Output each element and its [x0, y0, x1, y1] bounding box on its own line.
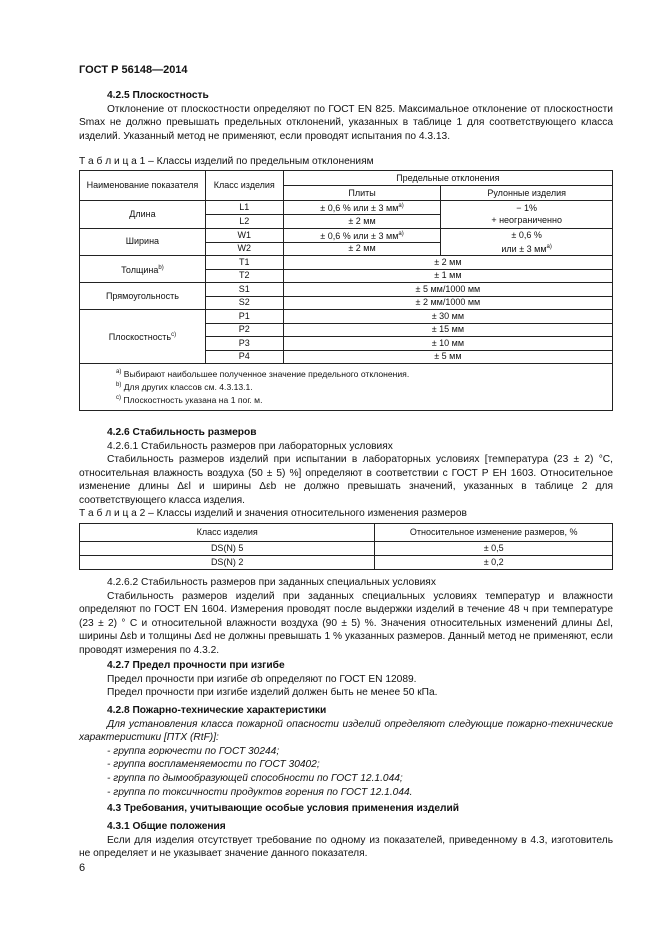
value-cell: ± 30 мм	[283, 310, 612, 324]
section-title: 4.2.5 Плоскостность	[107, 90, 209, 101]
roll-text: − 1%	[516, 203, 538, 214]
value-cell: ± 0,2	[375, 556, 613, 570]
list-item: - группа горючести по ГОСТ 30244;	[107, 745, 280, 757]
value-cell: ± 2 мм	[283, 256, 612, 270]
value-cell: ± 2 мм	[283, 215, 441, 229]
value-cell: ± 1 мм	[283, 269, 612, 283]
roll-text: или ± 3 мм	[501, 243, 547, 254]
table-row	[80, 283, 613, 297]
document-header: ГОСТ Р 56148—2014	[79, 64, 188, 76]
list-item: - группа по токсичности продуктов горения по ГОСТ 12.1.044.	[107, 786, 413, 798]
footnote-mark: а)	[116, 369, 122, 375]
table-row	[80, 542, 613, 556]
table-2-caption: Т а б л и ц а 2 – Классы изделий и значения относительного изменения размеров	[79, 508, 467, 519]
paragraph: Для установления класса пожарной опасности изделий определяют следующие пожарно-технические характеристики [ПТХ (RtF)]:	[79, 718, 613, 744]
class-cell: P4	[205, 350, 283, 364]
note-text: Выбирают наибольшее полученное значение предельного отклонения.	[123, 368, 410, 379]
table-row	[80, 228, 613, 242]
section-4-2-6	[79, 426, 613, 508]
section-4-2-5	[79, 89, 613, 143]
paragraph: Стабильность размеров изделий при заданных специальных условиях температур и влажности определяют по ГОСТ EN 1604. Измерения проводят после выдержки изделий в течение 48 ч при температуре (23 ± 2) ° С и относительной влажности воздуха (90 ± 5) %. Значения относительных изменений длины Δεl, ширины Δεb и толщины Δεd не должны превышать 1 % указанных размеров. Данный метод не применяют, если проводят измерения по 4.3.2.	[79, 590, 613, 656]
section-title: 4.3 Требования, учитывающие особые условия применения изделий	[107, 803, 460, 814]
row-name: Ширина	[80, 228, 206, 256]
section-title: 4.2.6 Стабильность размеров	[107, 427, 257, 438]
header-cell: Рулонные изделия	[441, 186, 613, 201]
value-cell: ± 2 мм/1000 мм	[283, 296, 612, 310]
roll-cell	[441, 228, 613, 256]
list-item: - группа воспламеняемости по ГОСТ 30402;	[107, 759, 320, 771]
row-name: Длина	[80, 201, 206, 229]
table-1-caption: Т а б л и ц а 1 – Классы изделий по предельным отклонениям	[79, 156, 374, 167]
note-text: Для других классов см. 4.3.13.1.	[123, 381, 253, 392]
header-cell: Класс изделия	[205, 171, 283, 201]
table-2	[79, 523, 613, 570]
class-cell: L1	[205, 201, 283, 215]
paragraph: Стабильность размеров изделий при испытании в лабораторных условиях [температура (23 ± 2) °С, относительная влажность воздуха (50 ± 5) %] определяют в соответствии с ГОСТ Р ЕН 1603. Относительное изменение длины Δεl и ширины Δεb не должно превышать значений, указанных в таблице 2 для соответствующего класса изделия.	[79, 454, 613, 506]
header-cell: Предельные отклонения	[283, 171, 612, 186]
table-row	[80, 556, 613, 570]
section-4-3	[79, 802, 613, 816]
row-name: Прямоугольность	[80, 283, 206, 310]
header-cell: Относительное изменение размеров, %	[375, 524, 613, 542]
table-notes	[80, 364, 613, 411]
footnote-mark: c)	[116, 394, 121, 401]
value-cell: ± 15 мм	[283, 323, 612, 337]
section-title: 4.2.7 Предел прочности при изгибе	[107, 660, 285, 671]
class-cell: T1	[205, 256, 283, 270]
class-cell: T2	[205, 269, 283, 283]
value-cell: ± 2 мм	[283, 242, 441, 256]
class-cell: P1	[205, 310, 283, 324]
footnote-mark: b)	[116, 381, 122, 388]
footnote-mark: b)	[158, 264, 164, 271]
section-title: 4.3.1 Общие положения	[107, 821, 226, 832]
section-title: 4.2.8 Пожарно-технические характеристики	[107, 705, 327, 716]
subsection-title: 4.2.6.2 Стабильность размеров при заданных специальных условиях	[107, 577, 436, 588]
section-4-3-1	[79, 820, 613, 861]
class-cell: DS(N) 5	[80, 542, 375, 556]
table-1	[79, 170, 613, 411]
value-cell: ± 5 мм	[283, 350, 612, 364]
note-text: Плоскостность указана на 1 пог. м.	[123, 394, 263, 405]
paragraph: Если для изделия отсутствует требование по одному из показателей, приведенному в 4.3, изготовитель не определяет и не указывает значение данного показателя.	[79, 834, 613, 860]
class-cell: P2	[205, 323, 283, 337]
row-name-text: Толщина	[121, 264, 159, 275]
value-text: ± 0,6 % или ± 3 мм	[320, 203, 399, 213]
section-4-2-7	[79, 659, 613, 700]
value-cell: ± 5 мм/1000 мм	[283, 283, 612, 297]
value-cell	[283, 201, 441, 215]
table-note	[116, 393, 604, 406]
class-cell: P3	[205, 337, 283, 351]
subsection-title: 4.2.6.1 Стабильность размеров при лабораторных условиях	[107, 440, 393, 452]
paragraph: Предел прочности при изгибе изделий должен быть не менее 50 кПа.	[107, 687, 438, 699]
table-row	[80, 310, 613, 324]
list-item: - группа по дымообразующей способности по ГОСТ 12.1.044;	[107, 772, 403, 784]
value-cell: ± 0,5	[375, 542, 613, 556]
section-4-2-6-2	[79, 576, 613, 658]
class-cell: S2	[205, 296, 283, 310]
footnote-mark: c)	[171, 332, 177, 338]
row-name-text: Плоскостность	[108, 332, 172, 342]
paragraph: Отклонение от плоскостности определяют по ГОСТ EN 825. Максимальное отклонение от плоскостности Smax не должно превышать предельных отклонений, указанных в таблице 1 для соответствующего класса изделий. Указанный метод не применяют, если проводят испытания по 4.3.13.	[79, 103, 613, 142]
paragraph: Предел прочности при изгибе σb определяют по ГОСТ EN 12089.	[107, 673, 417, 685]
roll-text: + неограниченно	[491, 215, 562, 226]
roll-text: ± 0,6 %	[511, 229, 542, 240]
table-note	[116, 367, 604, 380]
section-4-2-8	[79, 704, 613, 799]
row-name	[80, 256, 206, 283]
header-cell: Плиты	[283, 186, 441, 201]
footnote-mark: а)	[398, 230, 404, 237]
header-cell: Класс изделия	[80, 524, 375, 542]
value-cell	[283, 228, 441, 242]
table-row	[80, 256, 613, 270]
page-number: 6	[79, 862, 86, 874]
roll-text-wrap	[443, 241, 610, 255]
class-cell: W2	[205, 242, 283, 256]
value-text: ± 0,6 % или ± 3 мм	[320, 230, 399, 241]
table-note	[116, 380, 604, 393]
footnote-mark: а)	[546, 243, 552, 250]
table-row	[80, 201, 613, 215]
row-name	[80, 310, 206, 364]
class-cell: S1	[205, 283, 283, 297]
header-cell: Наименование показателя	[80, 171, 206, 201]
class-cell: L2	[205, 215, 283, 229]
footnote-mark: а)	[398, 203, 404, 209]
roll-cell	[441, 201, 613, 229]
class-cell: W1	[205, 228, 283, 242]
value-cell: ± 10 мм	[283, 337, 612, 351]
class-cell: DS(N) 2	[80, 556, 375, 570]
